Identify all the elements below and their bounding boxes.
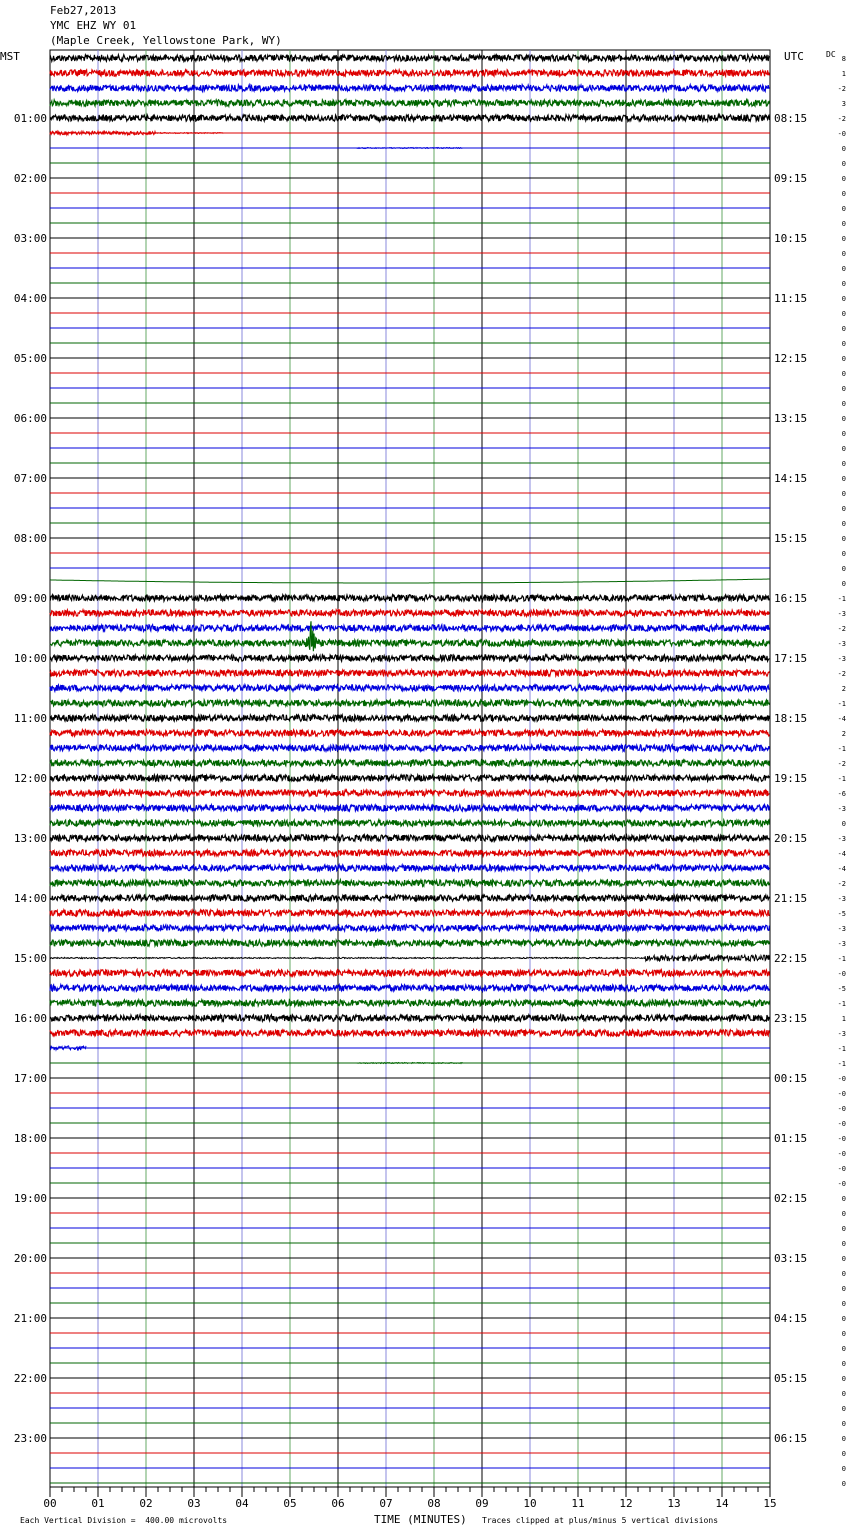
dc-offset-label: 2 xyxy=(841,730,846,738)
dc-offset-label: 0 xyxy=(841,325,846,333)
dc-offset-label: 0 xyxy=(841,520,846,528)
trace-line xyxy=(50,100,769,106)
mst-hour-label: 03:00 xyxy=(13,232,47,245)
dc-offset-label: 0 xyxy=(841,550,846,558)
dc-offset-label: 1 xyxy=(841,70,846,78)
dc-offset-label: 0 xyxy=(841,1255,846,1263)
dc-offset-label: -0 xyxy=(837,1090,846,1098)
left-timezone: MST xyxy=(0,50,20,63)
dc-offset-label: -4 xyxy=(837,850,846,858)
utc-hour-label: 00:15 xyxy=(774,1072,808,1085)
plot-frame xyxy=(50,50,770,1487)
dc-offset-label: 0 xyxy=(841,1465,846,1473)
trace-line xyxy=(50,579,769,583)
trace-line xyxy=(50,865,769,871)
dc-offset-label: -0 xyxy=(837,1135,846,1143)
mst-hour-label: 15:00 xyxy=(13,952,47,965)
station-name: YMC EHZ WY 01 xyxy=(50,19,137,32)
trace-line xyxy=(50,985,769,991)
utc-hour-label: 12:15 xyxy=(774,352,808,365)
dc-offset-label: 0 xyxy=(841,820,846,828)
dc-offset-label: -3 xyxy=(837,805,846,813)
x-tick-label: 12 xyxy=(619,1497,633,1510)
x-tick-label: 08 xyxy=(427,1497,441,1510)
dc-offset-label: -2 xyxy=(837,880,846,888)
dc-offset-label: 0 xyxy=(841,280,846,288)
dc-offset-label: 0 xyxy=(841,1390,846,1398)
dc-offset-label: 0 xyxy=(841,160,846,168)
utc-hour-label: 14:15 xyxy=(774,472,808,485)
x-tick-label: 10 xyxy=(523,1497,537,1510)
dc-offset-label: -2 xyxy=(837,115,846,123)
x-axis-title: TIME (MINUTES) xyxy=(374,1513,467,1526)
mst-hour-label: 16:00 xyxy=(13,1012,47,1025)
dc-offset-label: -1 xyxy=(837,775,846,783)
trace-line xyxy=(50,85,769,91)
dc-offset-label: -2 xyxy=(837,625,846,633)
dc-offset-label: 0 xyxy=(841,460,846,468)
trace-line xyxy=(50,700,769,706)
trace-line xyxy=(50,1000,769,1006)
x-tick-label: 11 xyxy=(571,1497,585,1510)
dc-offset-label: -1 xyxy=(837,1060,846,1068)
dc-offset-label: -1 xyxy=(837,700,846,708)
x-tick-label: 15 xyxy=(763,1497,777,1510)
dc-offset-label: -5 xyxy=(837,910,846,918)
trace-line xyxy=(50,1015,769,1021)
dc-offset-label: 3 xyxy=(841,100,846,108)
dc-offset-label: 0 xyxy=(841,1240,846,1248)
mst-hour-label: 12:00 xyxy=(13,772,47,785)
dc-offset-label: -3 xyxy=(837,895,846,903)
trace-line xyxy=(50,625,769,631)
utc-hour-label: 23:15 xyxy=(774,1012,808,1025)
x-tick-label: 00 xyxy=(43,1497,57,1510)
dc-offset-label: 0 xyxy=(841,295,846,303)
dc-offset-label: 0 xyxy=(841,205,846,213)
dc-offset-label: 0 xyxy=(841,415,846,423)
mst-hour-label: 21:00 xyxy=(13,1312,47,1325)
dc-offset-label: 0 xyxy=(841,1480,846,1488)
utc-hour-label: 09:15 xyxy=(774,172,808,185)
dc-offset-label: 0 xyxy=(841,355,846,363)
x-tick-label: 04 xyxy=(235,1497,249,1510)
x-tick-label: 13 xyxy=(667,1497,681,1510)
dc-offset-label: 0 xyxy=(841,1285,846,1293)
trace-line xyxy=(50,895,769,901)
dc-offset-label: 0 xyxy=(841,580,846,588)
dc-offset-label: 0 xyxy=(841,445,846,453)
dc-offset-label: -3 xyxy=(837,640,846,648)
utc-hour-label: 21:15 xyxy=(774,892,808,905)
dc-offset-label: 0 xyxy=(841,535,846,543)
dc-offset-label: 0 xyxy=(841,1420,846,1428)
dc-offset-label: 0 xyxy=(841,235,846,243)
mst-hour-label: 23:00 xyxy=(13,1432,47,1445)
trace-line xyxy=(50,55,769,61)
trace-line xyxy=(50,835,769,841)
dc-offset-label: -0 xyxy=(837,1105,846,1113)
trace-line xyxy=(50,820,769,826)
utc-hour-label: 13:15 xyxy=(774,412,808,425)
scale-note: Each Vertical Division = 400.00 microvolts xyxy=(20,1516,228,1525)
utc-hour-label: 03:15 xyxy=(774,1252,808,1265)
utc-hour-label: 15:15 xyxy=(774,532,808,545)
dc-offset-label: 0 xyxy=(841,490,846,498)
dc-offset-label: -3 xyxy=(837,655,846,663)
mst-hour-label: 04:00 xyxy=(13,292,47,305)
x-tick-label: 03 xyxy=(187,1497,201,1510)
dc-offset-label: 2 xyxy=(841,685,846,693)
dc-offset-label: 0 xyxy=(841,385,846,393)
utc-hour-label: 18:15 xyxy=(774,712,808,725)
dc-offset-label: 0 xyxy=(841,190,846,198)
dc-offset-label: 0 xyxy=(841,505,846,513)
dc-offset-label: -0 xyxy=(837,130,846,138)
trace-line xyxy=(50,790,769,796)
mst-hour-label: 02:00 xyxy=(13,172,47,185)
mst-hour-label: 22:00 xyxy=(13,1372,47,1385)
trace-line xyxy=(50,880,769,886)
dc-offset-label: 0 xyxy=(841,145,846,153)
dc-offset-label: 0 xyxy=(841,400,846,408)
x-tick-label: 14 xyxy=(715,1497,729,1510)
trace-line xyxy=(50,70,769,76)
dc-offset-label: 0 xyxy=(841,1270,846,1278)
trace-line xyxy=(50,715,769,721)
dc-offset-label: -3 xyxy=(837,940,846,948)
dc-offset-label: -0 xyxy=(837,1075,846,1083)
dc-offset-label: -3 xyxy=(837,925,846,933)
mst-hour-label: 14:00 xyxy=(13,892,47,905)
dc-offset-label: 0 xyxy=(841,340,846,348)
trace-line xyxy=(50,925,769,931)
trace-line xyxy=(50,131,769,135)
mst-hour-label: 07:00 xyxy=(13,472,47,485)
trace-line xyxy=(50,115,769,121)
dc-offset-label: -1 xyxy=(837,745,846,753)
dc-offset-label: -1 xyxy=(837,595,846,603)
dc-offset-label: 0 xyxy=(841,1345,846,1353)
dc-offset-label: -3 xyxy=(837,1030,846,1038)
x-tick-label: 07 xyxy=(379,1497,393,1510)
utc-hour-label: 19:15 xyxy=(774,772,808,785)
trace-line xyxy=(50,610,769,616)
utc-hour-label: 17:15 xyxy=(774,652,808,665)
x-tick-label: 01 xyxy=(91,1497,105,1510)
dc-offset-label: 0 xyxy=(841,1300,846,1308)
trace-line xyxy=(50,805,769,811)
dc-offset-label: 0 xyxy=(841,1360,846,1368)
x-tick-label: 09 xyxy=(475,1497,489,1510)
trace-line xyxy=(50,595,769,601)
trace-line xyxy=(50,1063,769,1064)
mst-hour-label: 06:00 xyxy=(13,412,47,425)
dc-offset-label: -0 xyxy=(837,1120,846,1128)
utc-hour-label: 06:15 xyxy=(774,1432,808,1445)
dc-offset-label: -0 xyxy=(837,1150,846,1158)
dc-offset-label: -3 xyxy=(837,610,846,618)
utc-hour-label: 04:15 xyxy=(774,1312,808,1325)
dc-offset-label: 0 xyxy=(841,265,846,273)
trace-line xyxy=(50,745,769,751)
dc-offset-label: 1 xyxy=(841,1015,846,1023)
trace-line xyxy=(50,655,769,661)
x-tick-label: 06 xyxy=(331,1497,345,1510)
dc-offset-label: -1 xyxy=(837,1000,846,1008)
dc-offset-label: 0 xyxy=(841,1330,846,1338)
dc-offset-label: 0 xyxy=(841,1435,846,1443)
trace-line xyxy=(50,775,769,781)
trace-line xyxy=(50,940,769,946)
dc-offset-label: -2 xyxy=(837,85,846,93)
mst-hour-label: 13:00 xyxy=(13,832,47,845)
utc-hour-label: 22:15 xyxy=(774,952,808,965)
dc-offset-label: 0 xyxy=(841,565,846,573)
mst-hour-label: 17:00 xyxy=(13,1072,47,1085)
mst-hour-label: 10:00 xyxy=(13,652,47,665)
mst-hour-label: 20:00 xyxy=(13,1252,47,1265)
dc-offset-label: 0 xyxy=(841,475,846,483)
dc-offset-label: -4 xyxy=(837,865,846,873)
dc-offset-label: 0 xyxy=(841,1315,846,1323)
dc-offset-label: -5 xyxy=(837,985,846,993)
dc-offset-label: 0 xyxy=(841,370,846,378)
trace-line xyxy=(50,148,769,149)
clip-note: Traces clipped at plus/minus 5 vertical divisions xyxy=(482,1516,719,1525)
x-tick-label: 05 xyxy=(283,1497,297,1510)
mst-hour-label: 09:00 xyxy=(13,592,47,605)
utc-hour-label: 08:15 xyxy=(774,112,808,125)
utc-hour-label: 02:15 xyxy=(774,1192,808,1205)
dc-offset-label: -0 xyxy=(837,1180,846,1188)
trace-line xyxy=(50,850,769,856)
dc-offset-label: 0 xyxy=(841,1375,846,1383)
dc-offset-label: -2 xyxy=(837,760,846,768)
utc-hour-label: 11:15 xyxy=(774,292,808,305)
x-tick-label: 02 xyxy=(139,1497,153,1510)
trace-line xyxy=(50,970,769,976)
dc-header: DC xyxy=(826,50,836,59)
trace-line xyxy=(50,670,769,676)
right-timezone: UTC xyxy=(784,50,804,63)
utc-hour-label: 01:15 xyxy=(774,1132,808,1145)
trace-line xyxy=(50,685,769,691)
trace-line xyxy=(50,955,769,961)
mst-hour-label: 18:00 xyxy=(13,1132,47,1145)
utc-hour-label: 10:15 xyxy=(774,232,808,245)
trace-line xyxy=(50,760,769,766)
dc-offset-label: -3 xyxy=(837,835,846,843)
dc-offset-label: -4 xyxy=(837,715,846,723)
dc-offset-label: 0 xyxy=(841,1450,846,1458)
dc-offset-label: 0 xyxy=(841,1405,846,1413)
dc-offset-label: 0 xyxy=(841,1195,846,1203)
utc-hour-label: 05:15 xyxy=(774,1372,808,1385)
dc-offset-label: -2 xyxy=(837,670,846,678)
dc-offset-label: -0 xyxy=(837,1165,846,1173)
mst-hour-label: 11:00 xyxy=(13,712,47,725)
dc-offset-label: -1 xyxy=(837,955,846,963)
dc-offset-label: 0 xyxy=(841,1225,846,1233)
dc-offset-label: 8 xyxy=(841,55,846,63)
dc-offset-label: 0 xyxy=(841,220,846,228)
mst-hour-label: 08:00 xyxy=(13,532,47,545)
dc-offset-label: -1 xyxy=(837,1045,846,1053)
plot-date: Feb27,2013 xyxy=(50,4,117,17)
mst-hour-label: 19:00 xyxy=(13,1192,47,1205)
dc-offset-label: -0 xyxy=(837,970,846,978)
dc-offset-label: 0 xyxy=(841,250,846,258)
utc-hour-label: 16:15 xyxy=(774,592,808,605)
utc-hour-label: 20:15 xyxy=(774,832,808,845)
trace-line xyxy=(50,1030,769,1036)
dc-offset-label: -6 xyxy=(837,790,846,798)
dc-offset-label: 0 xyxy=(841,175,846,183)
dc-offset-label: 0 xyxy=(841,430,846,438)
trace-line xyxy=(50,910,769,916)
dc-offset-label: 0 xyxy=(841,310,846,318)
mst-hour-label: 01:00 xyxy=(13,112,47,125)
trace-line xyxy=(50,730,769,736)
station-location: (Maple Creek, Yellowstone Park, WY) xyxy=(50,34,282,47)
dc-offset-label: 0 xyxy=(841,1210,846,1218)
mst-hour-label: 05:00 xyxy=(13,352,47,365)
